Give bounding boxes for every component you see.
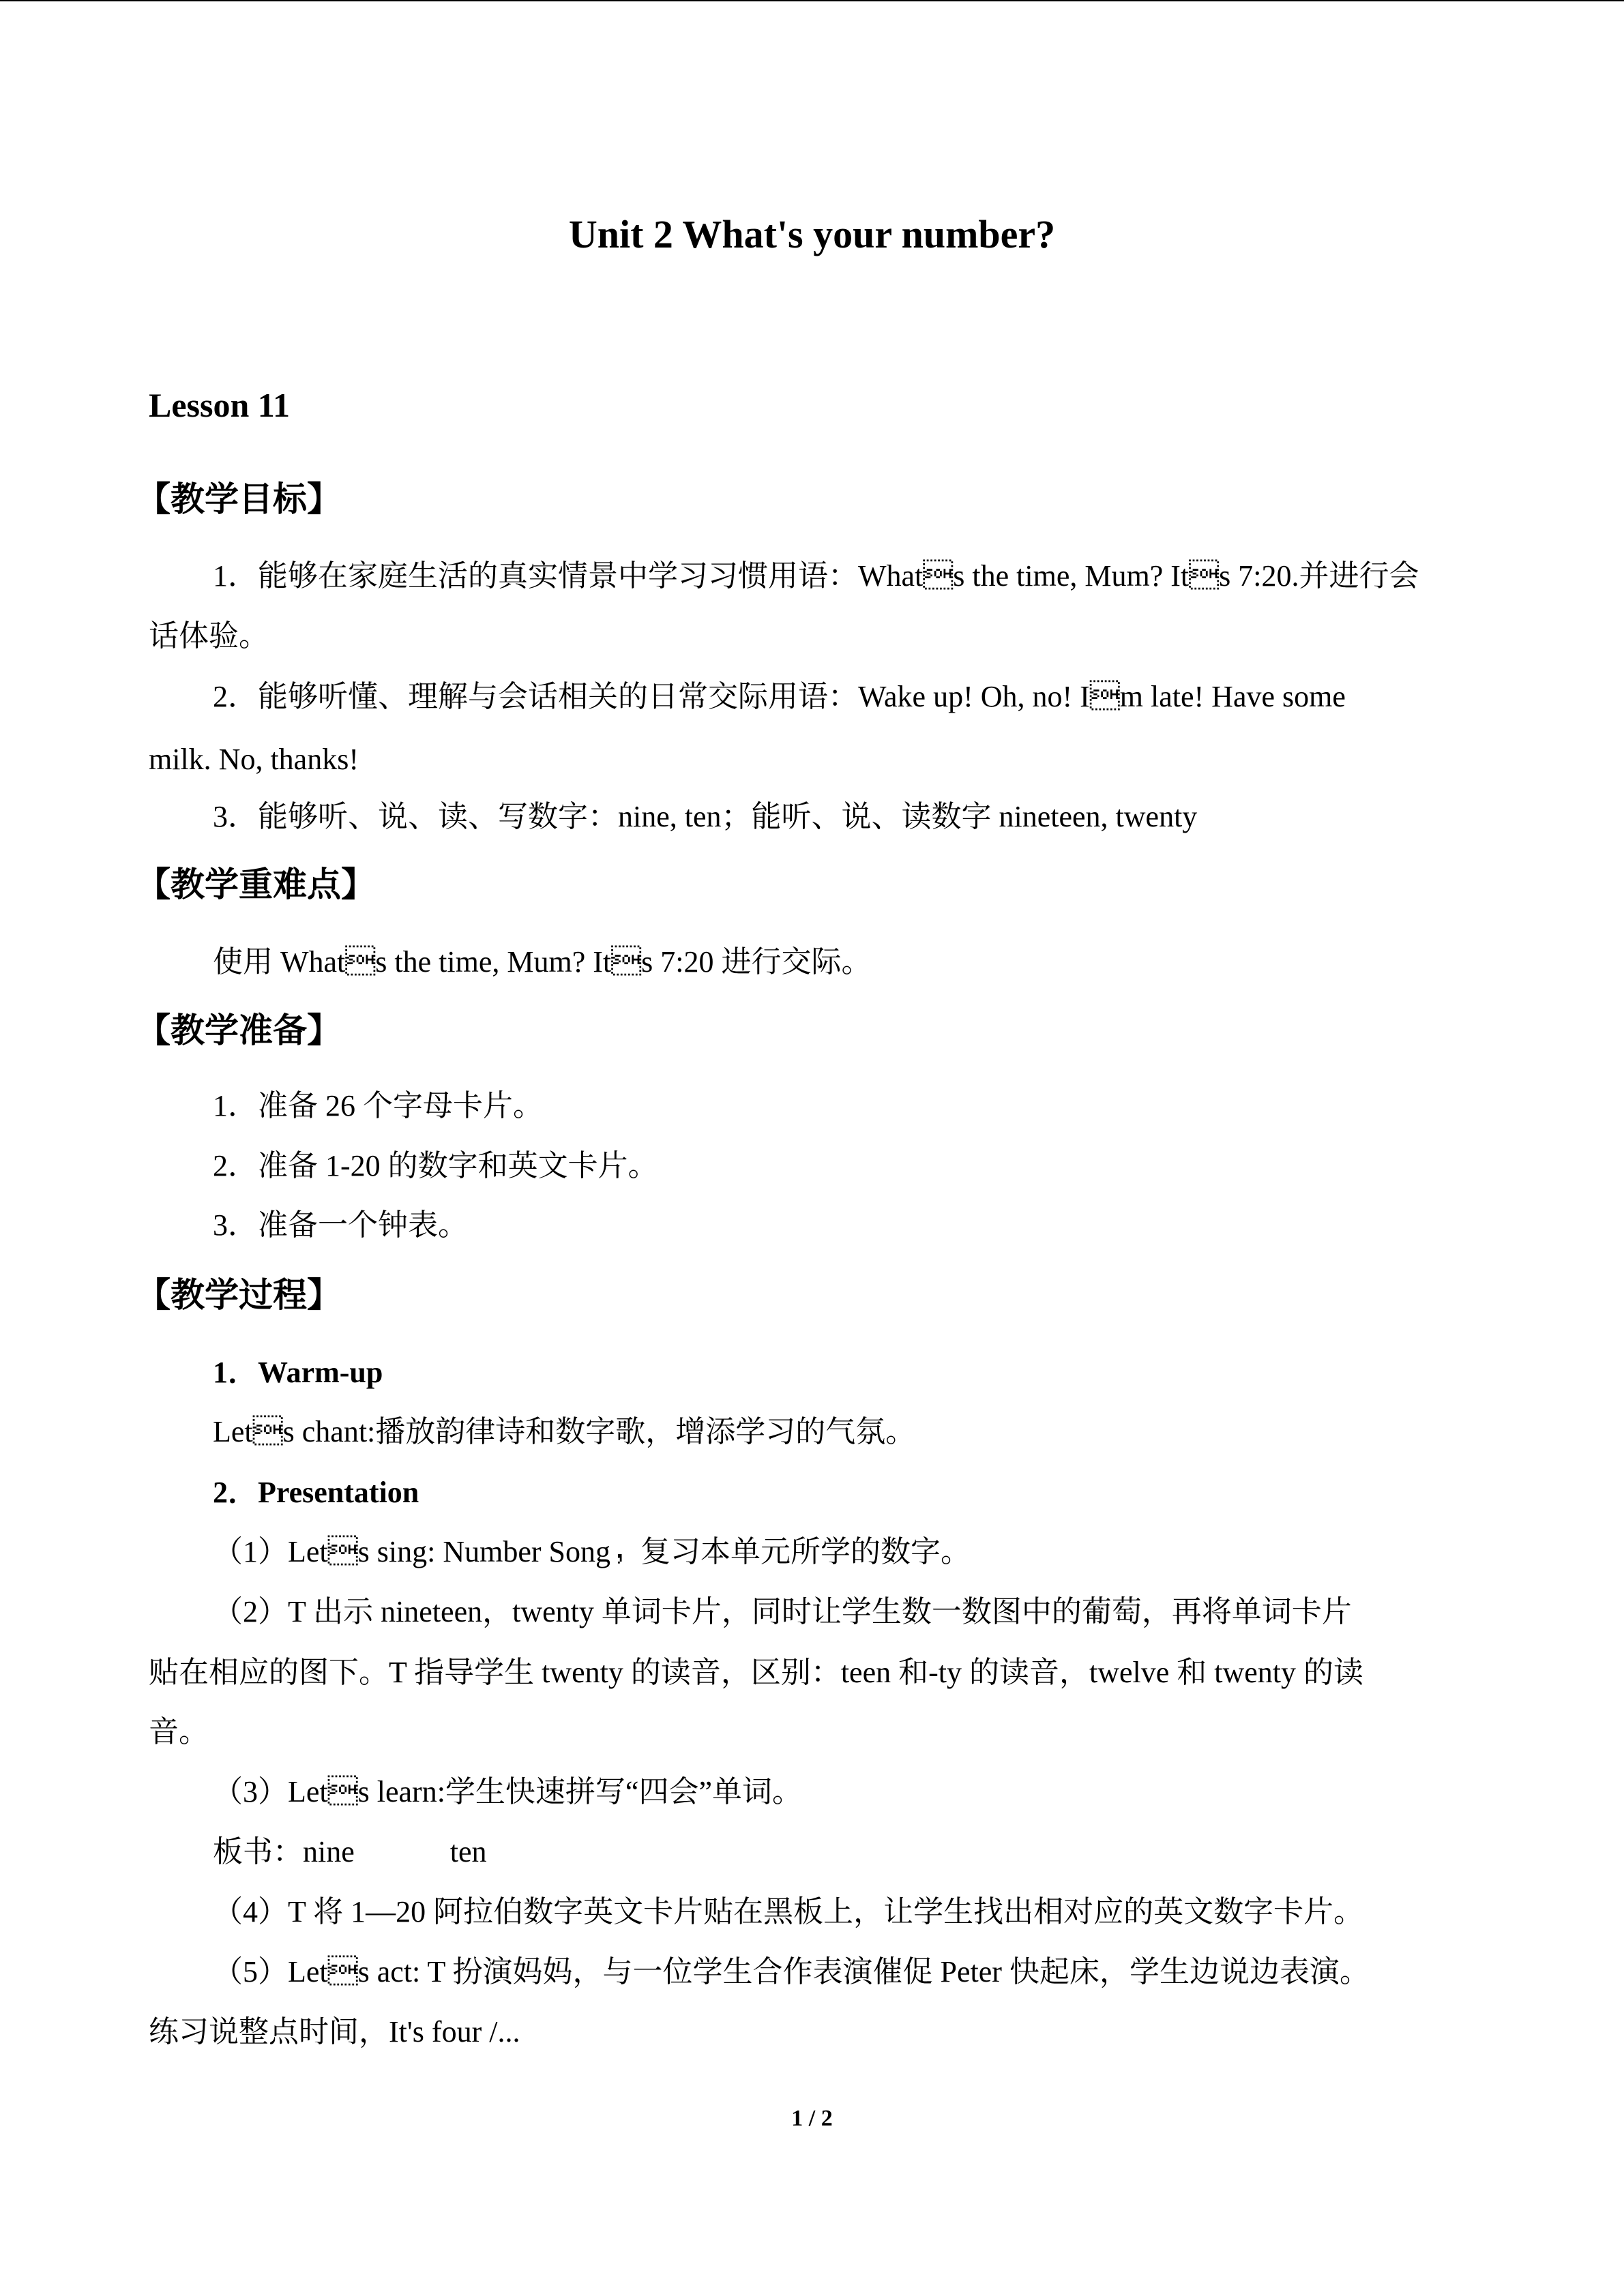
presentation-step-2-line-2: 贴在相应的图下。T 指导学生 twenty 的读音，区别：teen 和-ty 的读音，twelve 和 twenty 的读 <box>149 1656 1364 1689</box>
presentation-step-3: （3）Lets learn:学生快速拼写“四会”单词。 <box>213 1775 802 1808</box>
presentation-step-1: （1）Lets sing: Number Song，复习本单元所学的数字。 <box>213 1535 971 1568</box>
objective-item-2-line-2: milk. No, thanks! <box>149 743 359 776</box>
presentation-step-5-line-2: 练习说整点时间，It's four /... <box>149 2015 520 2048</box>
objective-item-3: 3．能够听、说、读、写数字：nine, ten；能听、说、读数字 nineteen, twenty <box>213 800 1198 833</box>
document-title: Unit 2 What's your number? <box>568 212 1056 256</box>
presentation-step-2-line-1: （2）T 出示 nineteen，twenty 单词卡片，同时让学生数一数图中的葡萄，再将单词卡片 <box>213 1595 1352 1628</box>
objective-item-1-line-1: 1．能够在家庭生活的真实情景中学习习惯用语：Whats the time, Mum? Its 7:20.并进行会 <box>213 559 1419 593</box>
preparation-item-3: 3．准备一个钟表。 <box>213 1208 468 1242</box>
warmup-heading: 1．Warm-up <box>213 1356 383 1389</box>
section-process: 【教学过程】 <box>136 1276 341 1314</box>
blackboard-word-ten: ten <box>449 1835 487 1868</box>
preparation-item-2: 2．准备 1-20 的数字和英文卡片。 <box>213 1149 658 1182</box>
objective-item-2-line-1: 2．能够听懂、理解与会话相关的日常交际用语：Wake up! Oh, no! Im late! Have some <box>213 680 1346 713</box>
section-preparation: 【教学准备】 <box>136 1011 341 1049</box>
section-objectives: 【教学目标】 <box>136 480 341 518</box>
blackboard-line <box>213 1837 487 1867</box>
key-points-text: 使用 Whats the time, Mum? Its 7:20 进行交际。 <box>213 945 872 979</box>
presentation-step-2-line-3: 音。 <box>149 1715 209 1748</box>
presentation-heading: 2．Presentation <box>213 1476 419 1509</box>
page-number: 1 / 2 <box>791 2106 833 2131</box>
lesson-heading: Lesson 11 <box>149 386 291 424</box>
blackboard-label: 板书：nine <box>213 1835 355 1868</box>
presentation-step-4: （4）T 将 1—20 阿拉伯数字英文卡片贴在黑板上，让学生找出相对应的英文数字卡片。 <box>213 1895 1364 1928</box>
presentation-step-5-line-1: （5）Lets act: T 扮演妈妈，与一位学生合作表演催促 Peter 快起床，学生边说边表演。 <box>213 1955 1370 1988</box>
section-key-points: 【教学重难点】 <box>136 865 375 904</box>
top-border <box>0 0 1624 1</box>
warmup-text: Lets chant:播放韵律诗和数字歌，增添学习的气氛。 <box>213 1415 916 1448</box>
objective-item-1-line-2: 话体验。 <box>149 619 269 653</box>
preparation-item-1: 1．准备 26 个字母卡片。 <box>213 1089 543 1122</box>
